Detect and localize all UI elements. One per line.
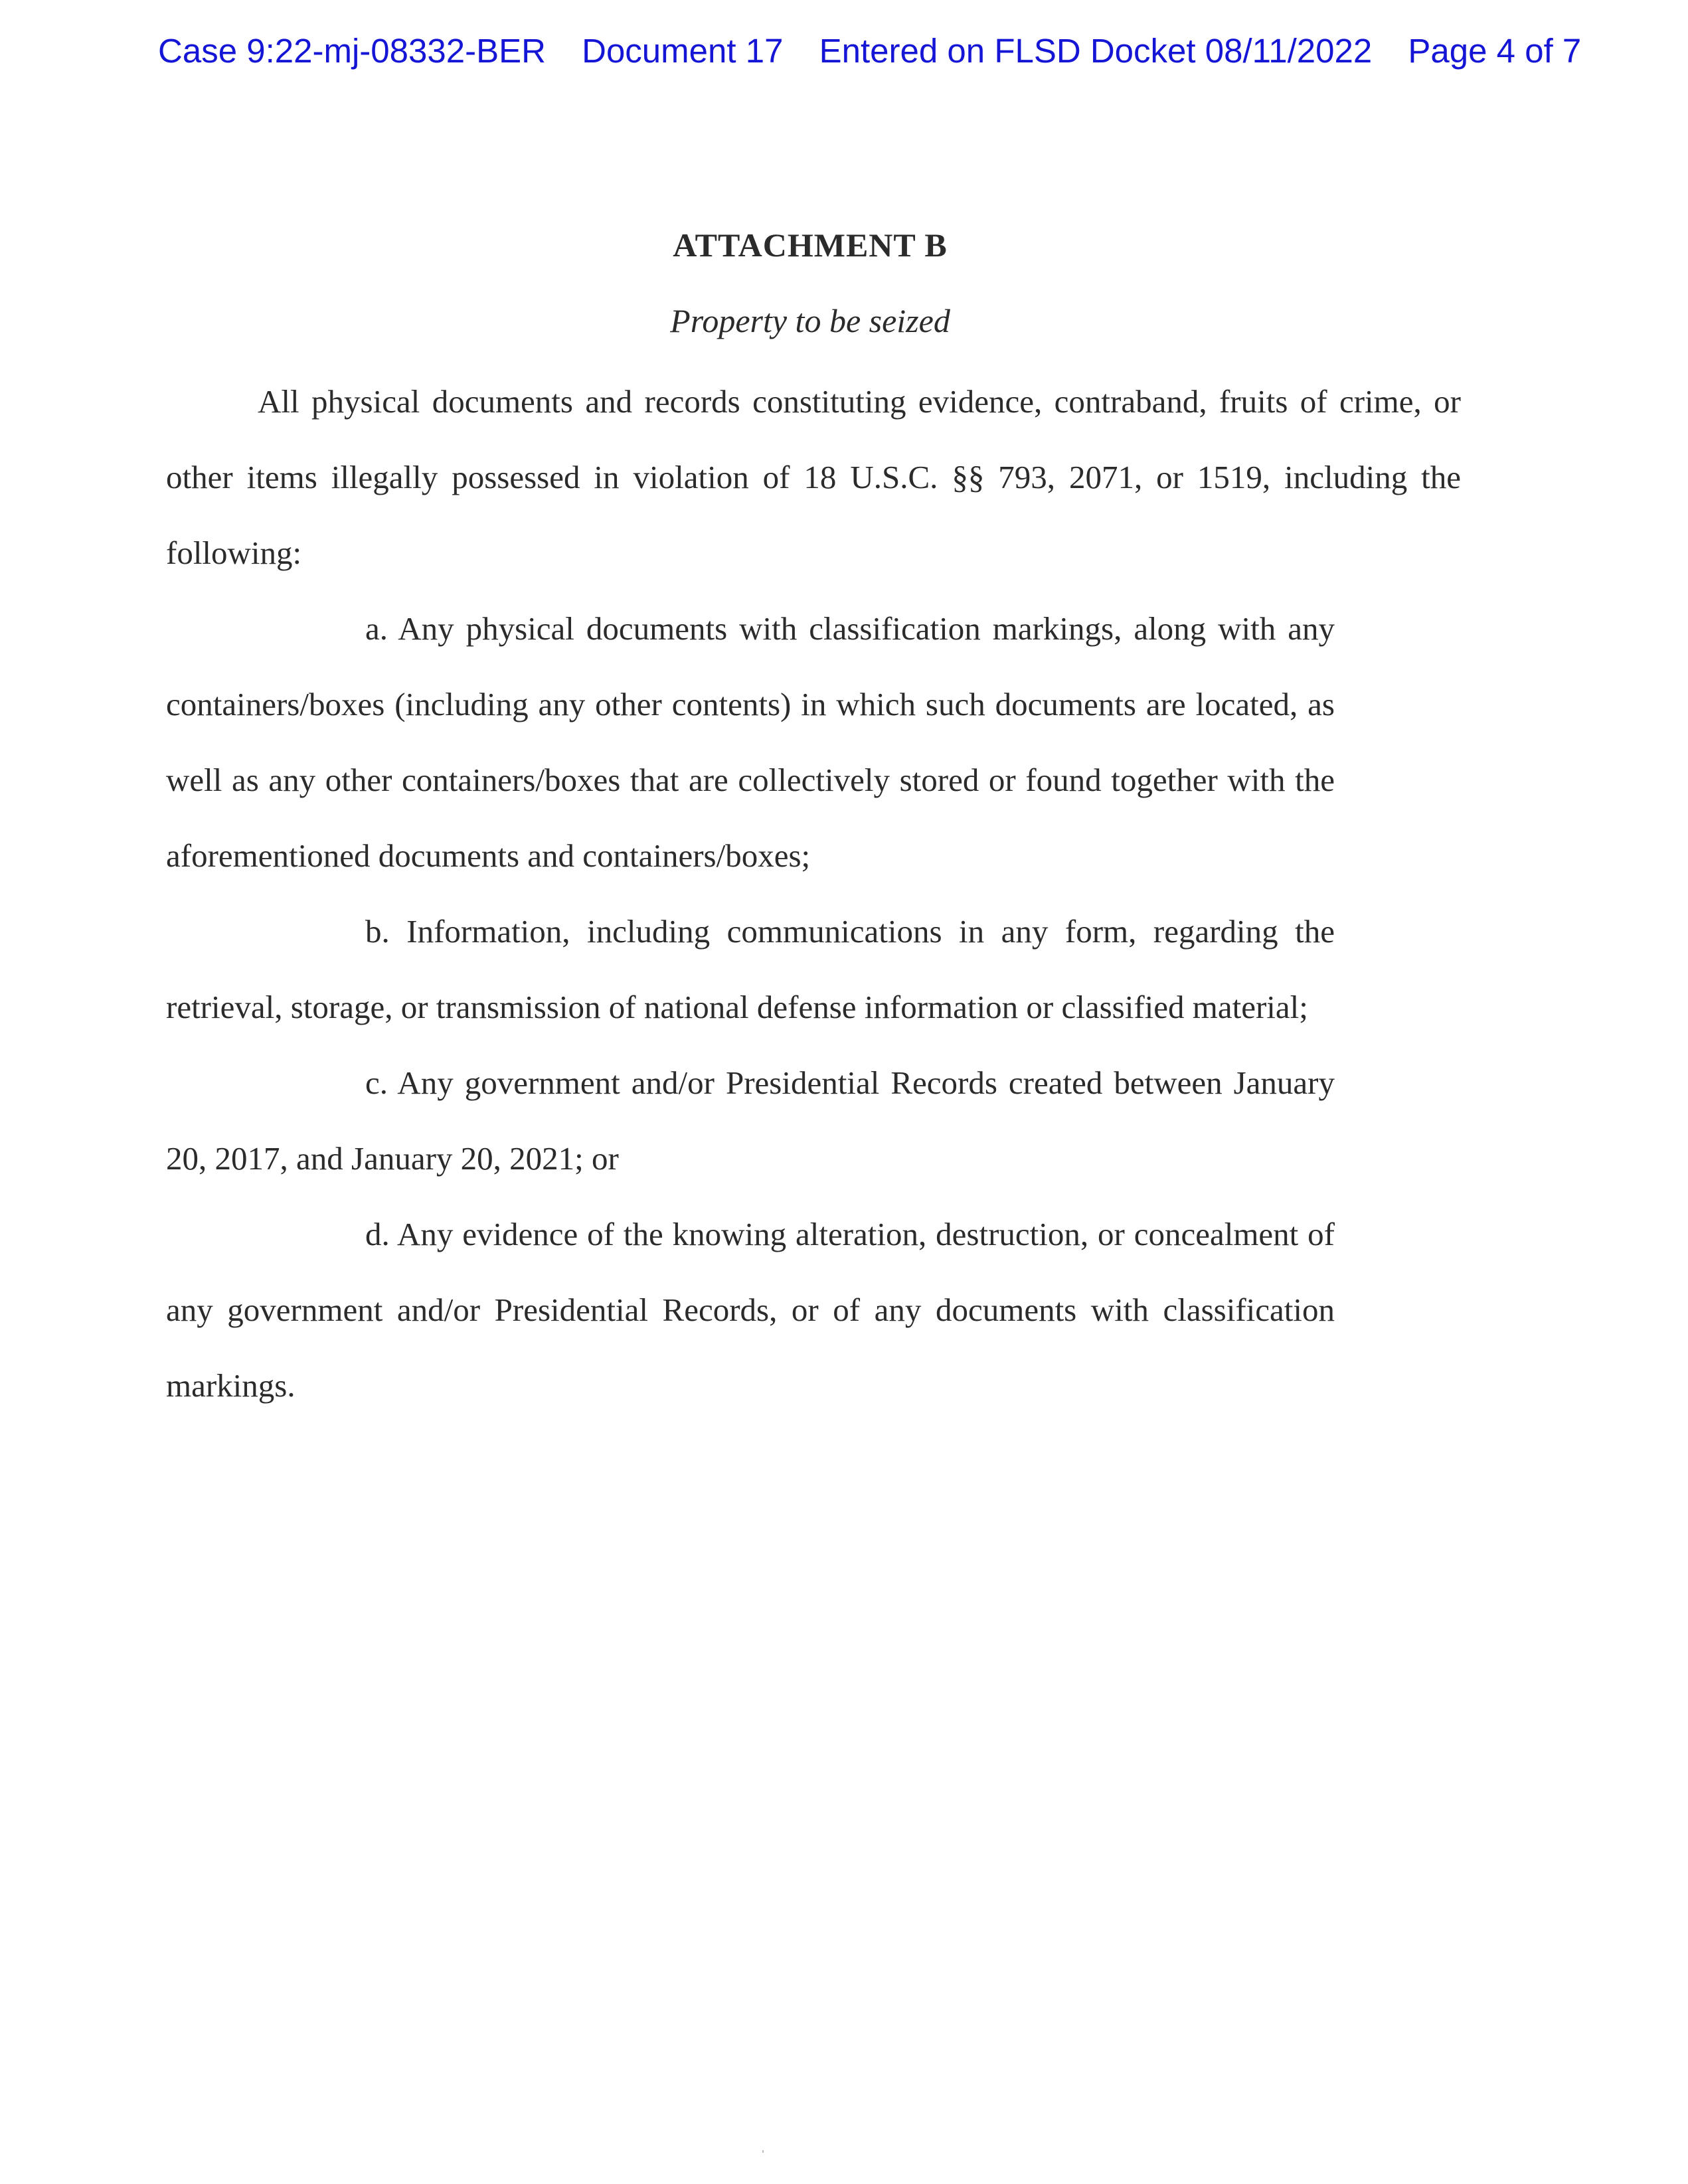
docket-entry-date: Entered on FLSD Docket 08/11/2022	[819, 32, 1373, 70]
intro-paragraph: All physical documents and records constituting evidence, contraband, fruits of crime, or other items illegally possessed in violation of 18 U.S.C. §§ 793, 2071, or 1519, including the following:	[166, 383, 1461, 571]
page-subtitle: Property to be seized	[670, 302, 950, 339]
scan-artifact	[762, 2150, 764, 2153]
court-filing-stamp	[158, 28, 1582, 74]
case-number: Case 9:22-mj-08332-BER	[158, 32, 546, 70]
list-item: c. Any government and/or Presidential Records created between January 20, 2017, and January 20, 2021; or	[166, 1064, 1335, 1177]
list-item: a. Any physical documents with classification markings, along with any containers/boxes (including any other contents) in which such documents are located, as well as any other containers/boxes that are collectively stored or found together with the aforementioned documents and containers/boxes;	[166, 610, 1335, 874]
page-title: ATTACHMENT B	[673, 226, 948, 264]
document-number: Document 17	[582, 32, 784, 70]
list-item: b. Information, including communications in any form, regarding the retrieval, storage, or transmission of national defense information or classified material;	[166, 913, 1335, 1025]
list-item: d. Any evidence of the knowing alteration, destruction, or concealment of any government and/or Presidential Records, or of any documents with classification markings.	[166, 1216, 1335, 1404]
page-indicator: Page 4 of 7	[1408, 32, 1582, 70]
